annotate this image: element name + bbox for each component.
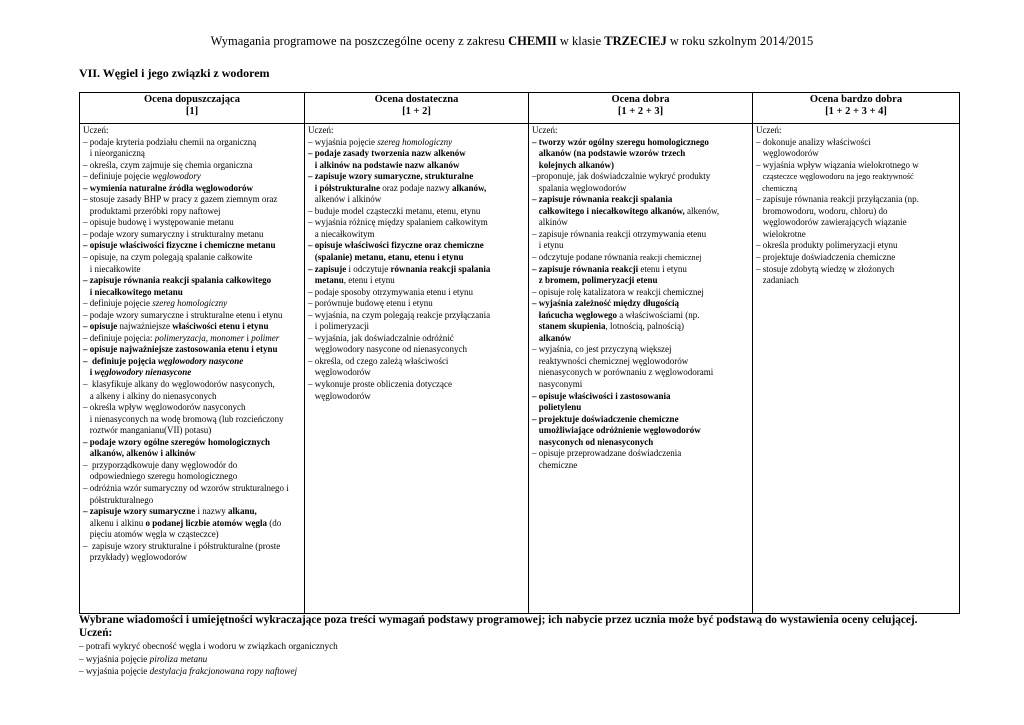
text-run: węglowodory nienasycone [94,367,192,378]
text-run: – opisuje przeprowadzane doświadczenia chemiczne [532,448,682,470]
list-item [532,171,749,194]
list-item [532,229,749,252]
text-run: – wymienia naturalne źródła węglowodorów [83,182,253,193]
text-run: – definiuje pojęcia [83,355,158,366]
text-run: – zapisuje wzory strukturalne i półstrukturalne (proste przykłady) węglowodorów [83,540,281,563]
text-run: – opisuje najważniejsze zastosowania etenu i etynu [83,344,278,355]
text-run: – tworzy wzór ogólny szeregu homologicznego alkanów (na podstawie wzorów trzech kolejnych alkanów) [532,136,709,170]
text-run: – potrafi wykryć obecność węgla i wodoru w związkach organicznych [79,641,338,651]
text-run: Uczeń: [756,125,782,135]
text-run: – zapisuje równania reakcji [532,263,639,274]
list-item [308,264,525,287]
section-heading: VII. Węgiel i jego związki z wodorem [79,66,270,80]
text-run: węglowodory nasycone [158,355,244,366]
list-item [308,287,525,299]
list-item [308,206,525,218]
list-item [308,148,525,171]
table-body-row [80,124,960,614]
list-item [532,264,749,287]
text-run: – buduje model cząsteczki metanu, etenu, etynu [308,205,481,216]
list-item [83,333,301,345]
text-run: i odczytuje [346,263,391,274]
list-item [308,137,525,149]
text-run: , lotnością, palnością) [605,321,685,332]
list-item [756,137,956,160]
text-run: – podaje wzory ogólne szeregów homologicznych alkanów, alkenów i alkinów [83,436,271,459]
list-item [756,160,956,195]
text-run: cząsteczce węglowodoru na jego reaktywność chemiczną [762,172,914,193]
column-grade-5 [753,124,960,614]
text-run: – projektuje doświadczenie chemiczne umożliwiające odróżnienie węglowodorów nasyconych od nienasyconych [532,413,701,447]
header-grade-3: Ocena dostateczna [1 + 2] [305,93,529,124]
text-run: polimeryzacja [154,332,206,343]
text-run: – wyjaśnia, co jest przyczyną większej reaktywności chemicznej węglowodorów nienasyconych w porównaniu z węglowodorami nasyconymi [532,344,714,390]
text-run: – opisuje, na czym polegają spalanie całkowite i niecałkowite [83,252,253,274]
list-item [83,194,301,217]
text-run: – odróżnia wzór sumaryczny od wzorów strukturalnego i półstrukturalnego [83,482,289,505]
list-item [756,252,956,264]
text-run: – podaje wzory sumaryczny i strukturalny metanu [83,228,264,239]
text-run: – opisuje budowę i występowanie metanu [83,217,234,228]
text-run: w roku szkolnym 2014/2015 [666,34,814,48]
text-run: – zapisuje wzory sumaryczne [83,506,196,517]
text-run: CHEMII [508,34,557,48]
text-run: – wyjaśnia zależność między długością łańcucha węglowego [532,298,679,320]
list-item [83,217,301,229]
header-grade-5: Ocena bardzo dobra [1 + 2 + 3 + 4] [753,93,960,124]
header-grade-2: Ocena dopuszczająca [1] [80,93,305,124]
text-run: – zapisuje równania reakcji otrzymywania etenu i etynu [532,228,707,251]
text-run: – zapisuje wzory sumaryczne, strukturalne i półstrukturalne [308,171,474,193]
list-item [83,275,301,298]
text-run: szereg homologiczny [152,298,228,309]
text-run: w klasie [556,34,605,48]
text-run: Uczeń: [532,125,558,135]
list-item [532,125,749,137]
text-run: – definiuje pojęcie [83,171,153,182]
text-run: – określa produkty polimeryzacji etynu [756,240,898,251]
list-item [79,665,1009,678]
list-item [532,414,749,449]
list-item [83,344,301,356]
list-item [83,229,301,241]
text-run: – określa, od czego zależą właściwości węglowodorów [308,355,449,378]
text-run: – wyjaśnia różnicę między spalaniem całkowitym a niecałkowitym [308,217,488,239]
list-item [308,217,525,240]
text-run: a właściwościami (np. [619,309,700,320]
list-item [83,310,301,322]
list-item [532,287,749,299]
text-run: reakcji chemicznej [639,253,702,263]
text-run: – wyjaśnia, jak doświadczalnie odróżnić węglowodory nasycone od nienasyconych [308,332,467,355]
text-run: – podaje kryteria podziału chemii na organiczną i nieorganiczną [83,136,257,159]
text-run: – wyjaśnia pojęcie [308,136,378,147]
list-item [79,640,1009,653]
list-item [83,298,301,310]
footer-uczen-label: Uczeń: [79,627,113,639]
list-item [83,437,301,460]
text-run: oraz podaje nazwy [380,182,452,193]
text-run: – projektuje doświadczenia chemiczne [756,252,896,263]
list-item [308,379,525,402]
text-run: alkenów, alkinów [538,205,720,228]
text-run: – odczytuje podane równania [532,252,640,263]
list-item [532,448,749,471]
list-item [756,194,956,240]
text-run: , [205,332,211,343]
text-run: i [244,332,252,343]
list-item [79,653,1009,666]
list-item [308,310,525,333]
list-item [756,264,956,287]
text-run: szereg homologiczny [377,136,453,147]
list-item [756,240,956,252]
list-item [308,333,525,356]
list-item [83,379,301,402]
text-run: – wykonuje proste obliczenia dotyczące węglowodorów [308,379,452,401]
text-run: o podanej liczbie atomów węgla [145,517,267,528]
text-run: – zapisuje równania reakcji spalania całkowitego i niecałkowitego metanu [83,275,272,297]
footer-section [79,613,1009,678]
footer-heading: Wybrane wiadomości i umiejętności wykraczające poza treści wymagań podstawy programowej; ich nabycie przez ucznia może być podstawą do wystawienia oceny celującej. [79,614,918,626]
text-run: właściwości etenu i etynu [172,321,269,332]
text-run: – określa, czym zajmuje się chemia organiczna [83,159,253,170]
text-run: – definiuje pojęcia: [83,332,155,343]
text-run: – opisuje właściwości fizyczne i chemiczne metanu [83,240,276,251]
text-run: – opisuje [83,321,118,332]
text-run: – dokonuje analizy właściwości węglowodorów [756,136,871,159]
list-item [308,125,525,137]
list-item [83,171,301,183]
list-item [308,298,525,310]
list-item [83,483,301,506]
text-run: – wyjaśnia wpływ wiązania wielokrotnego w [756,159,919,170]
list-item [532,194,749,229]
column-grade-2 [80,124,305,614]
text-run: etenu i etynu [640,263,687,274]
text-run: – zapisuje równania reakcji przyłączania (np. bromowodoru, wodoru, chloru) do węglowodorów zawierających wiązanie wielokrotne [756,194,919,239]
text-run: – stosuje zasady BHP w pracy z gazem ziemnym oraz produktami przeróbki ropy naftowej [83,194,278,216]
text-run: najważniejsze [117,321,173,332]
text-run: – wyjaśnia pojęcie [79,666,150,676]
text-run: (do pięciu atomów węgla w cząsteczce) [89,517,282,540]
text-run: węglowodory [152,171,201,182]
text-run: alkanu, [227,506,257,517]
text-run: – podaje wzory sumaryczne i strukturalne etenu i etynu [83,309,283,320]
text-run: – definiuje pojęcie [83,298,153,309]
text-run: destylacja frakcjonowana ropy naftowej [149,666,298,676]
text-run: monomer [210,332,245,343]
text-run: – określa wpływ węglowodorów nasyconych i nienasyconych na wodę bromową (lub rozcieńczony roztwór manganianu(VII) potasu) [83,402,284,436]
list-item [308,240,525,263]
text-run: alkanów [538,332,572,343]
text-run: piroliza metanu [149,653,208,664]
column-grade-4 [529,124,753,614]
list-item [308,356,525,379]
list-item [308,171,525,206]
text-run: – klasyfikuje alkany do węglowodorów nasyconych, a alkeny i alkiny do nienasyconych [83,379,275,401]
text-run: , etenu i etynu [343,275,395,286]
text-run: Uczeń: [308,125,334,135]
list-item [532,344,749,390]
text-run: stanem skupienia [538,321,606,332]
text-run: – przyporządkowuje dany węglowodór do odpowiedniego szeregu homologicznego [83,459,238,482]
list-item [83,240,301,252]
text-run: – opisuje rolę katalizatora w reakcji chemicznej [532,286,704,297]
text-run: polimer [251,332,280,343]
list-item [83,183,301,195]
text-run: alkenu i alkinu [89,517,144,528]
list-item [532,252,749,264]
list-item [532,137,749,172]
text-run: i nazwy [195,506,228,517]
list-item [532,391,749,414]
text-run: z bromem, polimeryzacji etenu [538,275,658,286]
text-run: alkanów, [451,182,487,193]
text-run: – opisuje właściwości fizyczne oraz chemiczne (spalanie) metanu, etanu, etenu i etynu [308,240,484,263]
text-run: – zapisuje równania reakcji spalania całkowitego i niecałkowitego alkanów, [532,194,685,216]
list-item [83,160,301,172]
text-run: – zapisuje [308,263,347,274]
text-run: – wyjaśnia, na czym polegają reakcje przyłączania i polimeryzacji [308,309,491,332]
list-item [83,506,301,541]
text-run: – podaje zasady tworzenia nazw alkenów i alkinów na podstawie nazw alkanów [308,148,466,170]
table-header-row [80,93,960,124]
document-title [0,34,1024,49]
list-item [756,125,956,137]
header-grade-4: Ocena dobra [1 + 2 + 3] [529,93,753,124]
text-run: równania reakcji spalania metanu [314,263,491,286]
text-run: TRZECIEJ [604,34,667,48]
text-run: – wyjaśnia pojęcie [79,653,150,664]
requirements-table [79,92,960,614]
list-item [83,137,301,160]
list-item [83,402,301,437]
text-run: – porównuje budowę etenu i etynu [308,298,433,309]
text-run: i [89,367,93,378]
text-run: alkenów i alkinów [314,194,382,205]
list-item [83,541,301,564]
list-item [83,321,301,333]
column-grade-3 [305,124,529,614]
list-item [83,252,301,275]
list-item [83,356,301,379]
text-run: – podaje sposoby otrzymywania etenu i etynu [308,286,473,297]
footer-list [79,640,1009,678]
text-run: – stosuje zdobytą wiedzę w złożonych zadaniach [756,263,895,286]
list-item [532,298,749,344]
text-run: Wymagania programowe na poszczególne oceny z zakresu [210,34,509,48]
text-run: Uczeń: [83,125,109,135]
text-run: –proponuje, jak doświadczalnie wykryć produkty spalania węglowodorów [532,171,711,193]
list-item [83,460,301,483]
list-item [83,125,301,137]
text-run: – opisuje właściwości i zastosowania polietylenu [532,390,671,413]
